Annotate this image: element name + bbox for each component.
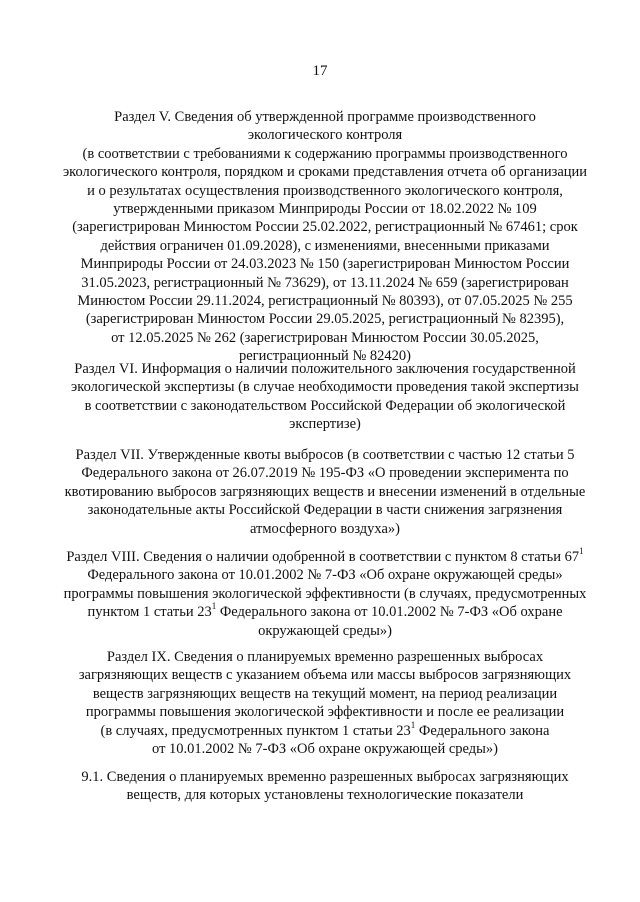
section-9-line: программы повышения экологической эффективности и после ее реализации [85, 704, 565, 721]
section-7 [60, 446, 590, 538]
section-6-line: экологической экспертизы (в случае необходимости проведения такой экспертизы [71, 379, 579, 396]
section-8-line [60, 548, 590, 566]
section-5-line: 31.05.2023, регистрационный № 73629), от 13.11.2024 № 659 (зарегистрирован [81, 274, 569, 291]
section-5-line: (зарегистрирован Минюстом России 25.02.2022, регистрационный № 67461; срок [72, 219, 578, 236]
section-5-line: и о результатах осуществления производственного экологического контроля, [87, 182, 563, 199]
superscript: 1 [211, 601, 217, 612]
section-6-line: Раздел VI. Информация о наличии положительного заключения государственной [74, 361, 576, 377]
section-8-line [60, 603, 590, 621]
section-5-line: экологического контроля [247, 127, 403, 144]
section-5-line: утвержденными приказом Минприроды России от 18.02.2022 № 109 [113, 201, 537, 218]
section-9-line: Раздел IX. Сведения о планируемых временно разрешенных выбросах [106, 649, 544, 665]
section-9-1 [60, 768, 590, 805]
section-9-line: загрязняющих веществ с указанием объема или массы выбросов загрязняющих [78, 667, 572, 684]
section-7-line: квотированию выбросов загрязняющих веществ и внесении изменений в отдельные [64, 483, 586, 500]
superscript: 1 [579, 546, 584, 557]
page-number: 17 [312, 63, 328, 79]
section-9-line [60, 719, 590, 740]
section-7-line: атмосферного воздуха») [249, 520, 400, 537]
section-8-line-text: Федерального закона от 10.01.2002 № 7-ФЗ «Об охране [216, 604, 563, 621]
section-6 [60, 360, 590, 434]
section-8-line: окружающей среды») [258, 622, 392, 639]
section-7-line: Федерального закона от 26.07.2019 № 195-ФЗ «О проведении эксперимента по [81, 465, 569, 482]
section-5-line: (зарегистрирован Минюстом России 29.05.2025, регистрационный № 82395), [85, 311, 565, 328]
section-6-line: в соответствии с законодательством Российской Федерации об экологической [84, 397, 566, 414]
section-5 [60, 108, 590, 366]
section-8-line: Федерального закона от 10.01.2002 № 7-ФЗ «Об охране окружающей среды» [87, 567, 563, 584]
section-7-line: Раздел VII. Утвержденные квоты выбросов (в соответствии с частью 12 статьи 5 [75, 447, 575, 463]
section-5-line: от 12.05.2025 № 262 (зарегистрирован Минюстом России 30.05.2025, [111, 329, 539, 346]
section-8 [60, 548, 590, 640]
section-9-line-text: Федерального закона [415, 722, 550, 739]
section-5-line: экологического контроля, порядком и сроками представления отчета об организации [62, 164, 588, 181]
section-5-line: Минприроды России от 24.03.2023 № 150 (зарегистрирован Минюстом России [80, 256, 570, 273]
section-5-line: (в соответствии с требованиями к содержанию программы производственного [82, 145, 568, 162]
superscript: 1 [410, 719, 416, 730]
section-8-line-text: Раздел VIII. Сведения о наличии одобренной в соответствии с пунктом 8 статьи 67 [66, 549, 580, 565]
section-9 [60, 648, 590, 758]
section-9-1-line: веществ, для которых установлены технологические показатели [126, 787, 524, 804]
section-9-1-line: 9.1. Сведения о планируемых временно разрешенных выбросах загрязняющих [81, 769, 569, 785]
section-9-line: от 10.01.2002 № 7-ФЗ «Об охране окружающей среды») [152, 741, 498, 758]
section-8-line: программы повышения экологической эффективности (в случаях, предусмотренных [63, 585, 587, 602]
section-9-line: веществ загрязняющих веществ на текущий момент, на период реализации [92, 685, 558, 702]
section-5-line: регистрационный № 82420) [239, 348, 411, 365]
section-6-line: экспертизе) [289, 416, 361, 433]
section-8-line-text: пунктом 1 статьи 23 [87, 604, 212, 621]
section-5-line: Раздел V. Сведения об утвержденной программе производственного [114, 109, 536, 125]
section-9-line-text: (в случаях, предусмотренных пунктом 1 статьи 23 [100, 722, 411, 739]
section-5-line: Минюстом России 29.11.2024, регистрационный № 80393), от 07.05.2025 № 255 [77, 293, 573, 310]
section-5-line: действия ограничен 01.09.2028), с изменениями, внесенными приказами [100, 237, 550, 254]
section-7-line: законодательные акты Российской Федерации в части снижения загрязнения [87, 502, 563, 519]
